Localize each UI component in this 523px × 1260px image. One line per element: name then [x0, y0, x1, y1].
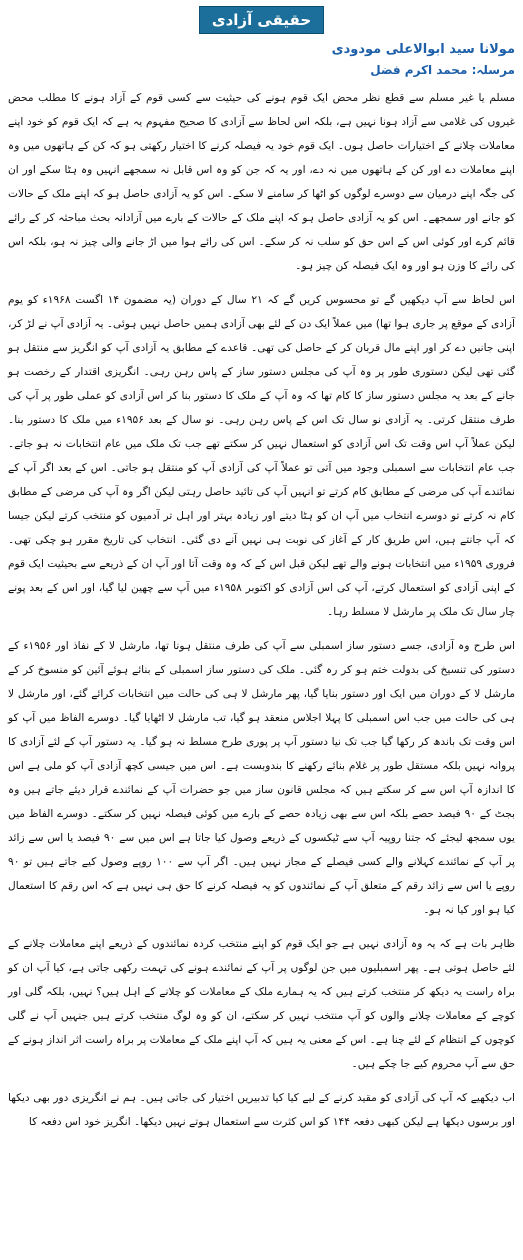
- article-title: حقیقی آزادی: [199, 6, 324, 34]
- article-paragraph-4: ظاہر بات ہے کہ یہ وہ آزادی نہیں ہے جو ایک قوم کو اپنے منتخب کردہ نمائندوں کے ذریعے اپنے معاملات چلانے کے لئے حاصل ہوتی ہے۔ پھر اسمبلیوں میں جن لوگوں پر آپ کے نمائندے ہونے کی تہمت رکھی جاتی ہے، کیا آپ ان کو براہ راست یہ دیکھ کر منتخب کرتے ہیں کہ یہ ہمارے ملک کے معاملات کو چلانے کے اہل ہیں؟ نہیں، بلکہ گلی اور کوچے کے معاملات چلانے والوں کو آپ منتخب نہیں کر سکتے، ان کو وہ لوگ منتخب کرتے ہیں جنہیں آپ نے گلی کوچوں کے انتظام کے لئے چنا ہے۔ اس کے معنی یہ ہیں کہ آپ اپنے ملک کے معاملات پر براہ راست اثر انداز ہونے کے حق سے آپ محروم کیے جا چکے ہیں۔: [8, 938, 515, 1070]
- article-paragraph-5: اب دیکھیے کہ آپ کی آزادی کو مقید کرنے کے لیے کیا کیا تدبیریں اختیار کی جاتی ہیں۔ ہم نے انگریزی دور بھی دیکھا اور برسوں دیکھا ہے لیکن کبھی دفعہ ۱۴۴ کو اس کثرت سے استعمال ہوتے نہیں دیکھا۔ انگریز خود اس دفعہ کا: [8, 1092, 515, 1128]
- sender-credit: مرسلہ: محمد اکرم فضل: [370, 63, 515, 77]
- article-paragraph-2: اس لحاظ سے آپ دیکھیں گے تو محسوس کریں گے کہ ۲۱ سال کے دوران (یہ مضمون ۱۴ اگست ۱۹۶۸ء کو یوم آزادی کے موقع پر جاری ہوا تھا) میں عملاً ایک دن کے لئے بھی آزادی ہمیں حاصل نہیں ہوئی۔ یہ آزادی آپ نے لڑ کر، اپنی جانیں دے کر اور اپنے مال قربان کر کے حاصل کی تھی۔ قاعدے کے مطابق یہ آزادی آپ کو انگریز سے منتقل ہو گئی تھی لیکن دستوری طور پر وہ آپ کی مجلس دستور ساز کے پاس رہن رہی۔ انگریزی اقتدار کے رخصت ہو جانے کے بعد یہ مجلس دستور ساز کا کام تھا کہ وہ آپ کے ملک کا دستور بنا کر اس آزادی کو عملی طور پر آپ کی طرف منتقل کرتی۔ یہ آزادی نو سال تک اس کے پاس رہن رہی۔ نو سال کے بعد ۱۹۵۶ء میں ملک کا دستور بنا۔ لیکن عملاً آپ اس وقت تک اس آزادی کو استعمال نہیں کر سکتے تھے جب تک ملک میں عام انتخابات نہ ہو جاتے۔ جب عام انتخابات سے اسمبلی وجود میں آتی تو عملاً آپ کی آزادی آپ کو منتقل ہو جاتی۔ اس کے بعد اگر آپ کے نمائندے آپ کی مرضی کے مطابق کام کرتے تو انہیں آپ کی تائید حاصل رہتی لیکن اگر وہ آپ کی مرضی کے مطابق کام نہ کرتے تو دوسرے انتخاب میں آپ ان کو ہٹا دیتے اور زیادہ بہتر اور اہل تر آدمیوں کو منتخب کرتے لیکن جیسا کہ آپ جانتے ہیں، اس طریق کار کے آغاز کی نوبت ہی نہیں آنے دی گئی۔ انتخاب کی تاریخ مقرر ہو چکی تھی۔ فروری ۱۹۵۹ء میں انتخابات ہونے والے تھے لیکن قبل اس کے کہ وہ وقت آتا اور آپ ان کے ذریعے سے بحیثیت ایک قوم کے اپنی آزادی کو استعمال کرتے، آپ کی اس آزادی کو اکتوبر ۱۹۵۸ء میں آپ سے چھین لیا گیا، اور اس کے بعد پونے چار سال تک ملک پر مارشل لا مسلط رہا۔: [8, 294, 515, 618]
- title-banner-wrap: [8, 6, 515, 36]
- author-name: مولانا سید ابوالاعلی مودودی: [331, 42, 515, 57]
- article-paragraph-3: اس طرح وہ آزادی، جسے دستور ساز اسمبلی سے آپ کی طرف منتقل ہونا تھا، مارشل لا کے نفاذ اور ۱۹۵۶ء کے دستور کی تنسیخ کی بدولت ختم ہو کر رہ گئی۔ ملک کی دستور ساز اسمبلی کے بنائے ہوئے آئین کو منسوخ کر کے مارشل لا کے دوران میں ایک اور دستور بنایا گیا، پھر مارشل لا ہی کی حالت میں انتخابات کرائے گئے، اور مارشل لا ہی کی حالت میں جب اس اسمبلی کا پہلا اجلاس منعقد ہو گیا، تب مارشل لا اٹھایا گیا۔ دوسرے الفاظ میں آپ کو اس وقت تک باندھ کر رکھا گیا جب تک نیا دستور آپ پر پوری طرح مسلط نہ ہو گیا۔ یہ دستور آپ کے لئے آزادی کا پروانہ نہیں بلکہ مستقل طور پر غلام بنائے رکھنے کا بندوبست ہے۔ اس میں جیسی کچھ آزادی آپ کو ملی ہے اس کا اندازہ آپ اس سے کر سکتے ہیں کہ مجلس قانون ساز میں جو حضرات آپ کے نمائندے قرار دیئے جاتے ہیں وہ بجٹ کے ۹۰ فیصد حصے بلکہ اس سے بھی زیادہ حصے کے بارے میں کوئی فیصلہ نہیں کر سکتے۔ دوسرے الفاظ میں یوں سمجھ لیجئے کہ جتنا روپیہ آپ سے ٹیکسوں کے ذریعے وصول کیا جاتا ہے اس میں سے ۹۰ فیصد یا اس سے زائد پر آپ کے نمائندے کہلانے والے کسی فیصلے کے مجاز نہیں ہیں۔ اگر آپ سے ۱۰۰ روپے وصول کیے جاتے ہیں تو ۹۰ روپے یا اس سے زائد رقم کے متعلق آپ کے نمائندوں کو یہ فیصلہ کرنے کا حق ہی نہیں ہے کہ اس رقم کا استعمال کیا ہو اور کیا نہ ہو۔: [8, 640, 515, 916]
- article-paragraph-1: مسلم یا غیر مسلم سے قطع نظر محض ایک قوم ہونے کی حیثیت سے کسی قوم کے آزاد ہونے کا مطلب محض غیروں کی غلامی سے آزاد ہونا نہیں ہے، بلکہ اس لحاظ سے آزادی کا صحیح مفہوم یہ ہے کہ ایک قوم کو خود اپنے معاملات چلانے کے اختیارات حاصل ہوں۔ ایک قوم خود یہ فیصلہ کرنے کا اختیار رکھتی ہو کہ کن کے ہاتھوں میں وہ اپنے معاملات دے اور کن کے ہاتھوں میں نہ دے، اور یہ کہ جن کو وہ اس قابل نہ سمجھے انہیں وہ ہٹا سکے اور ان کی جگہ اپنے درمیان سے دوسرے لوگوں کو اٹھا کر سامنے لا سکے۔ اس کو یہ آزادی حاصل ہو کہ اپنے ملک کے حالات کو جانے اور سمجھے۔ اس کو یہ آزادی حاصل ہو کہ اپنے ملک کے حالات کے بارے میں آزادانہ بحث مباحثہ کر کے رائے قائم کرے اور کوئی اس کے اس حق کو سلب نہ کر سکے۔ اس کی رائے ہوا میں اڑ جانے والی چیز نہ ہو، بلکہ اس کی رائے کا وزن ہو اور وہ ایک فیصلہ کن چیز ہو۔: [8, 92, 515, 272]
